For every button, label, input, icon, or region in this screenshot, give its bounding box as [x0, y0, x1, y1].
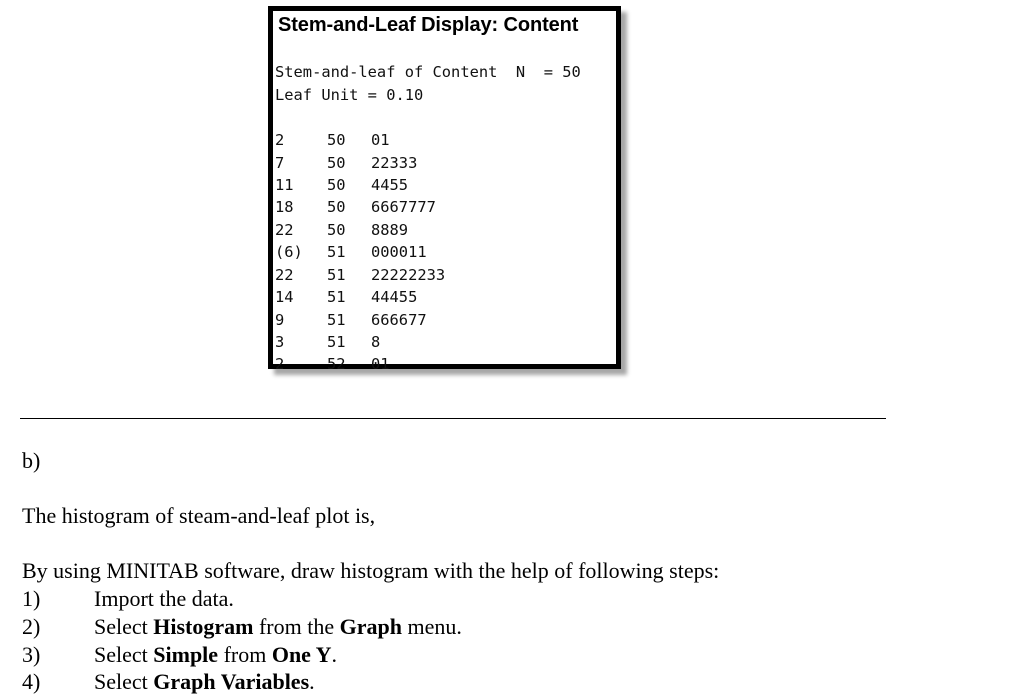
stem-leaf-row	[275, 309, 427, 331]
step-text-part: Select	[94, 614, 154, 639]
part-label: b)	[22, 448, 41, 473]
step-text	[94, 669, 315, 695]
row-leaves: 22333	[371, 154, 418, 172]
row-count: 7	[275, 154, 285, 172]
row-count: 11	[275, 176, 294, 194]
row-count: (6)	[275, 243, 303, 261]
step-bold-term: Graph	[339, 614, 402, 639]
stem-leaf-row	[275, 152, 418, 174]
row-leaves: 44455	[371, 288, 418, 306]
row-leaves: 01	[371, 131, 390, 149]
stem-leaf-row	[275, 241, 427, 263]
step-text-part: Select	[94, 669, 154, 694]
step-text	[94, 586, 234, 612]
step-number: 4)	[22, 669, 41, 694]
row-count: 9	[275, 311, 285, 329]
row-stem: 51	[327, 288, 346, 306]
step-number: 1)	[22, 586, 41, 611]
row-stem: 50	[327, 221, 346, 239]
step-number: 2)	[22, 614, 41, 639]
step-text-part: .	[331, 642, 338, 667]
step-text-part: from the	[253, 614, 340, 639]
step-text-part: .	[309, 669, 315, 694]
stem-leaf-row	[275, 331, 381, 353]
section-divider	[20, 418, 886, 419]
row-leaves: 6667777	[371, 198, 436, 216]
instructions-text: By using MINITAB software, draw histogram with the help of following steps:	[22, 558, 720, 583]
row-leaves: 8889	[371, 221, 409, 239]
row-count: 18	[275, 198, 294, 216]
row-stem: 51	[327, 333, 346, 351]
step-bold-term: Graph Variables	[153, 669, 310, 694]
row-count: 2	[275, 355, 285, 373]
step-bold-term: One Y	[271, 642, 332, 667]
step-number: 3)	[22, 642, 41, 667]
panel-title: Stem-and-Leaf Display: Content	[278, 14, 579, 36]
intro-text: The histogram of steam-and-leaf plot is,	[22, 503, 376, 528]
row-leaves: 8	[371, 333, 381, 351]
row-leaves: 4455	[371, 176, 409, 194]
stem-leaf-row	[275, 219, 409, 241]
row-stem: 51	[327, 266, 346, 284]
stem-leaf-header: Stem-and-leaf of Content N = 50	[275, 63, 581, 81]
step-text	[94, 642, 337, 668]
step-text-part: Import the data.	[94, 586, 234, 611]
row-count: 22	[275, 221, 294, 239]
row-stem: 50	[327, 176, 346, 194]
step-text-part: from	[218, 642, 272, 667]
row-leaves: 000011	[371, 243, 427, 261]
step-text	[94, 614, 462, 640]
row-count: 3	[275, 333, 285, 351]
stem-leaf-row	[275, 264, 446, 286]
stem-leaf-row	[275, 174, 409, 196]
stem-leaf-row	[275, 129, 390, 151]
row-count: 14	[275, 288, 294, 306]
row-count: 2	[275, 131, 285, 149]
row-stem: 50	[327, 131, 346, 149]
step-text-part: menu.	[401, 614, 462, 639]
step-bold-term: Histogram	[153, 614, 254, 639]
stem-leaf-row	[275, 196, 436, 218]
row-leaves: 22222233	[371, 266, 446, 284]
stem-leaf-panel	[268, 6, 621, 373]
stem-leaf-row	[275, 286, 418, 308]
step-text-part: Select	[94, 642, 154, 667]
row-stem: 50	[327, 154, 346, 172]
row-stem: 51	[327, 311, 346, 329]
row-stem: 51	[327, 243, 346, 261]
leaf-unit-line: Leaf Unit = 0.10	[275, 86, 424, 104]
row-stem: 50	[327, 198, 346, 216]
stem-leaf-row	[275, 353, 390, 375]
row-leaves: 01	[371, 355, 390, 373]
step-bold-term: Simple	[153, 642, 219, 667]
row-stem: 52	[327, 355, 346, 373]
row-count: 22	[275, 266, 294, 284]
row-leaves: 666677	[371, 311, 427, 329]
